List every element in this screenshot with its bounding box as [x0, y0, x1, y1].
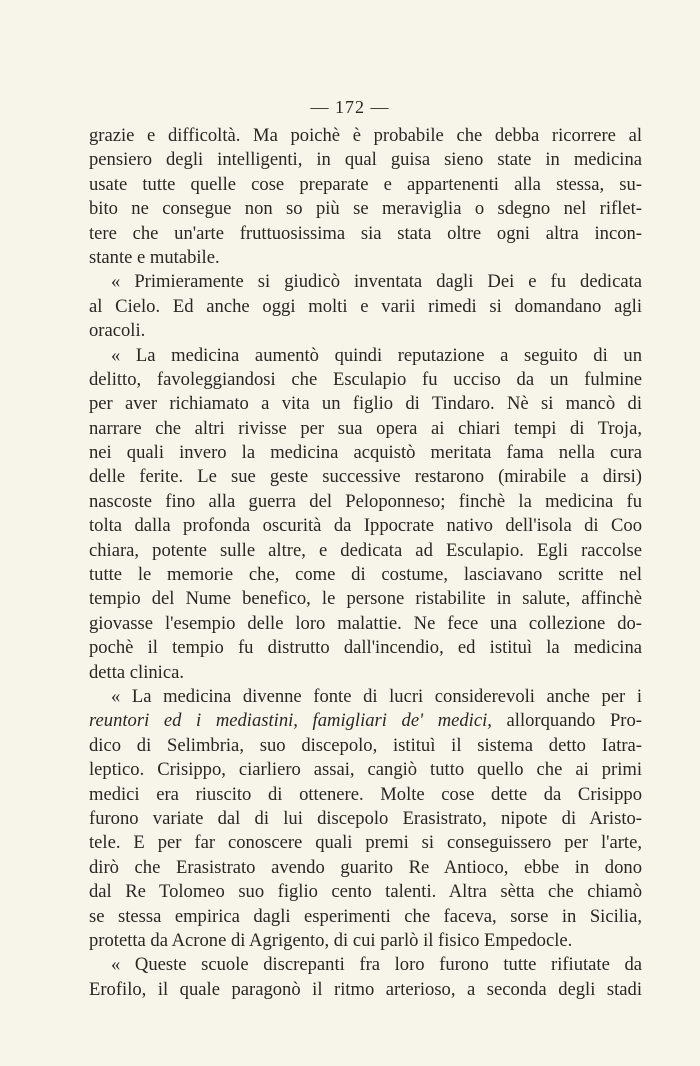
- text-line: al Cielo. Ed anche oggi molti e varii rimedi si domandano agli: [89, 295, 642, 317]
- text-line: tutte le memorie che, come di costume, lasciavano scritte nel: [89, 564, 642, 586]
- text-line: « Primieramente si giudicò inventata dagli Dei e fu dedicata: [111, 271, 642, 293]
- text-line: usate tutte quelle cose preparate e appartenenti alla stessa, su-: [89, 173, 642, 195]
- text-fragment: allorquando Pro-: [491, 710, 642, 732]
- text-line: chiara, potente sulle altre, e dedicata ad Esculapio. Egli raccolse: [89, 539, 642, 561]
- body-text: [89, 124, 642, 1002]
- text-line: leptico. Crisippo, ciarliero assai, cangiò tutto quello che ai primi: [89, 759, 642, 781]
- text-line: delle ferite. Le sue geste successive restarono (mirabile a dirsi): [89, 466, 642, 488]
- text-line: grazie e difficoltà. Ma poichè è probabile che debba ricorrere al: [89, 125, 642, 146]
- text-line: giovasse l'esempio delle loro malattie. Ne fece una collezione do-: [89, 612, 642, 634]
- text-line: Erofilo, il quale paragonò il ritmo arterioso, a seconda degli stadi: [89, 978, 642, 1000]
- text-line: delitto, favoleggiandosi che Esculapio fu ucciso da un fulmine: [89, 368, 642, 390]
- paragraph-5: [89, 953, 642, 1002]
- text-line: tempio del Nume benefico, le persone ristabilite in salute, affinchè: [89, 588, 642, 610]
- text-line: bito ne consegue non so più se meraviglia o sdegno nel riflet-: [89, 198, 642, 220]
- text-line: protetta da Acrone di Agrigento, di cui parlò il fisico Empedocle.: [89, 929, 573, 951]
- text-line: « La medicina aumentò quindi reputazione a seguito di un: [111, 344, 642, 366]
- text-line: pochè il tempio fu distrutto dall'incendio, ed istituì la medicina: [89, 637, 642, 659]
- paragraph-4: [89, 685, 642, 953]
- text-line: nei quali invero la medicina acquistò meritata fama nella cura: [89, 442, 642, 464]
- text-line-with-italic: [89, 709, 642, 733]
- text-line: oracoli.: [89, 320, 146, 342]
- text-line: stante e mutabile.: [89, 246, 220, 268]
- page-number: — 172 —: [310, 97, 390, 117]
- paragraph-2: [89, 270, 642, 343]
- text-line: dico di Selimbria, suo discepolo, istituì il sistema detto Iatra-: [89, 734, 642, 756]
- text-line: dirò che Erasistrato avendo guarito Re Antioco, ebbe in dono: [89, 856, 642, 878]
- italic-phrase: reuntori ed i mediastini, famigliari de' medici,: [89, 710, 492, 732]
- text-line: tere che un'arte fruttuosissima sia stata oltre ogni altra incon-: [89, 222, 642, 244]
- text-line: se stessa empirica dagli esperimenti che faceva, sorse in Sicilia,: [89, 905, 642, 927]
- text-line: detta clinica.: [89, 661, 184, 683]
- text-line: per aver richiamato a vita un figlio di Tindaro. Nè si mancò di: [89, 393, 642, 415]
- text-line: « La medicina divenne fonte di lucri considerevoli anche per i: [111, 685, 642, 707]
- text-line: medici era riuscito di ottenere. Molte cose dette da Crisippo: [89, 783, 642, 805]
- paragraph-3: [89, 344, 642, 685]
- text-line: nascoste fino alla guerra del Peloponneso; finchè la medicina fu: [89, 490, 642, 512]
- text-line: pensiero degli intelligenti, in qual guisa sieno state in medicina: [89, 149, 642, 171]
- text-line: narrare che altri rivisse per sua opera ai chiari tempi di Troja,: [89, 417, 642, 439]
- text-line: « Queste scuole discrepanti fra loro furono tutte rifiutate da: [111, 954, 642, 976]
- text-line: tele. E per far conoscere quali premi si conseguissero per l'arte,: [89, 832, 642, 854]
- text-line: furono variate dal di lui discepolo Erasistrato, nipote di Aristo-: [89, 807, 642, 829]
- text-line: dal Re Tolomeo suo figlio cento talenti. Altra sètta che chiamò: [89, 881, 642, 903]
- paragraph-1: [89, 124, 642, 270]
- text-line: tolta dalla profonda oscurità da Ippocrate nativo dell'isola di Coo: [89, 515, 642, 537]
